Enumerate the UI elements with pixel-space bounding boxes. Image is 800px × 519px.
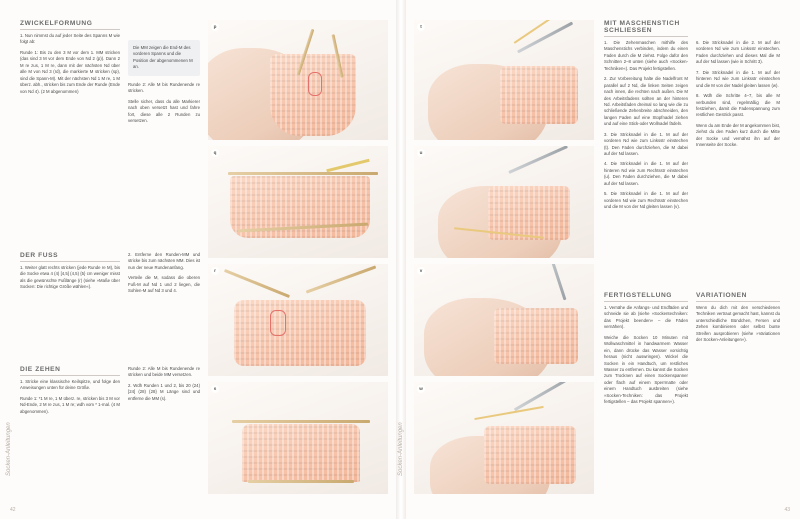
paragraph: 3. Die Stricknadel in die 1. M auf der vorderen Nd wie zum Linksstr einstechen (t). Den Faden durchziehen, die M dabei auf der Nd lassen. [604,131,688,156]
paragraph: Wenn du dich mit den verschiedenen Techniken vertraut gemacht hast, kannst du unterschiedliche Bündchen, Fersen und Zehen kombinieren oder selbst bunte Streifen ausprobieren (siehe »Variationen der Socken-Anleitungen«). [696,305,780,343]
paragraph: Runde 2: Alle M bis Rundenende re stricken und beide MM versetzen. [128,366,200,378]
paragraph: 8. Wdh die Schritte 4–7, bis alle M verbunden sind, regelmäßig die M festziehen, damit die Fadenspannung zum restlichen Gestrick passt. [696,93,780,118]
figure-r [208,264,388,376]
knitting-fabric [494,308,578,364]
signature-right: Socken-Anleitungen [398,422,404,476]
figure-label: r [211,267,219,275]
stitch-marker [270,310,286,336]
figure-u [414,146,594,258]
note-text: Die MM zeigen die End-M des vorderen Spanns und die Position der abgenommenen M an. [133,45,193,70]
figure-w [414,382,594,494]
paragraph: 1. Vernähe die Anfangs- und Endfäden und schneide sie ab (siehe »Sockentechniken: das Projekt beenden« – die Fäden vernähen). [604,305,688,330]
die-zehen-continued [128,366,200,406]
figure-s [208,382,388,494]
folio-left: 42 [10,507,16,513]
section-title-die-zehen: DIE ZEHEN [20,366,120,376]
knitting-fabric [484,426,576,484]
paragraph: Verteile die M, sodass die oberen Fuß-M auf Nd 1 und 2 liegen, die Sohlen-M auf Nd 3 und 4. [128,275,200,294]
signature-left: Socken-Anleitungen [6,422,12,476]
paragraph: Wenn du am Ende der M angekommen bist, ziehst du den Faden kurz durch die Mitte der Socke und vernähst ihn auf der Innenseite der Socke. [696,122,780,148]
section-fertigstellung [604,292,688,410]
section-title-fertigstellung: FERTIGSTELLUNG [604,292,688,302]
figure-label: q [211,149,219,157]
figure-v [414,264,594,376]
paragraph: 5. Die Stricknadel in die 1. M auf der vorderen Nd wie zum Rechtsstr einstechen und die M von der Nd gleiten lassen (v). [604,191,688,210]
stitch-marker [308,72,322,96]
section-title-der-fuss: DER FUSS [20,252,120,262]
section-variationen [696,292,780,348]
section-zwickelformung [20,20,120,99]
section-title-zwickelformung: ZWICKELFORMUNG [20,20,120,30]
section-title-mit-maschenstich: MIT MASCHENSTICH SCHLIESSEN [604,20,688,37]
section-mit-maschenstich [604,20,688,215]
paragraph: Weiche die Socken 10 Minuten mit Wollwaschmittel in handwarmem Wasser ein, dann drücke das Wasser vorsichtig heraus (nicht auswringen). Wickel die Socken in ein Handtuch, um restliches Wasser zu entfernen. Du kannst die Socken zum Trocknen auf einen Sockenspanner oder flach auf einem Sperrmatte oder einem Handtuch ausbreiten (siehe »Socken-Techniken: das Projekt fertigstellen – das Projekt spannen«). [604,334,688,405]
section-title-variationen: VARIATIONEN [696,292,780,302]
figure-q [208,146,388,258]
paragraph: 2. Entferne den Runden-MM und stricke bis zum nächsten MM. Dies ist nun der neue Rundenanfang. [128,252,200,270]
knitting-needle [228,172,378,175]
mit-maschenstich-continued [696,20,780,153]
paragraph: 1. Stricke eine klassische Keilspitze, und folge den Anweisungen unten für deine Größe. [20,379,120,391]
figure-label: u [417,149,425,157]
paragraph: Runde 1: Bis zu den 3 M vor dem 1. MM stricken (das sind 3 M vor dem Ende von Nd 2 (p)). Dann 2 M re zus, 1 M re, dann mit der nächsten Nd über alle M von Nd 3 (rd), die markierte M stricken (sp), sind die Spann-M). Mit der nächsten Nd 1 M re, 1 M überz. abh., stricken bis zum Ende der Runde (Ende von Nd 4). (2 M abgenommen) [20,49,120,94]
paragraph: 1. Weiter glatt rechts stricken (jede Runde re M), bis die Socke etwa 4 (4) [4,5] (4,5) {5} cm weniger misst als die gewünschte Fußlänge (r) (siehe »Maße über Socken: Die richtige Größe wählen«). [20,265,120,290]
figure-p [208,20,388,140]
paragraph: 1. Die Zehenmaschen mithilfe des Maschenstichs verbinden, indem du einen Faden durch die M ziehst. Folge dafür den Schnitten 2–8 unten (siehe auch »Socken-Techniken«). Das Projekt fertigstellen. [604,40,688,71]
knitting-fabric [500,66,578,124]
figure-label: w [417,385,425,393]
callout-note [128,40,200,128]
knitting-fabric [242,424,360,482]
section-die-zehen [20,366,120,419]
paragraph: 4. Die Stricknadel in die 1. M auf der hinteren Nd wie zum Rechtsstr einstechen (u). Den Faden durchziehen, die M dabei auf der Nd lassen. [604,161,688,186]
paragraph: 2. Zur Vorbereitung halte die Nadelfront M parallel auf 2 Nd, die linken Seiten zeigen nach innen, die rechten nach außen. Die M des Arbeitsfadens sollten an der hinteren Nd. Arbeitsfaden dreimal so lang wie die zu schließende Zehenbreite abschneiden, den langen Faden auf eine Stopfnadel ziehen und auf eine Stick-oder Wollnadel fädeln. [604,76,688,127]
der-fuss-continued [128,252,200,299]
figure-label: s [211,385,219,393]
paragraph: 2. Wdh Runden 1 und 2, bis 20 (24) [24] (28) {28} M Länge sind und entferne die MM (s). [128,382,200,401]
knitting-needle [232,420,370,423]
section-der-fuss [20,252,120,295]
paragraph: 6. Die Stricknadel in die 2. M auf der vorderen Nd wie zum Linksstr einstechen. Faden durchziehen und dieses Mal die M auf der Nd lassen (wie in Schritt 3). [696,40,780,65]
figure-t [414,20,594,140]
knitting-needle [248,480,354,483]
figure-label: t [417,23,425,31]
paragraph: Runde 1: *1 M re, 1 M überz. re, stricken bis 3 M vor Nd-Ende, 2 M re zus, 1 M re; wdh vom * 1-mal. (4 M abgenommen). [20,395,120,414]
paragraph: Runde 2: Alle M bis Rundenende re stricken. [128,81,200,94]
paragraph: Stelle sicher, dass du alle Markierer nach oben versetzt hast und fahre fort, diese alle 2 Runden zu versetzen. [128,98,200,123]
knitting-fabric [234,300,366,366]
paragraph: 7. Die Stricknadel in die 1. M auf der hinteren Nd wie zum Linksstr einstechen und die M von der Nadel gleiten lassen (w). [696,69,780,88]
folio-right: 43 [784,507,790,513]
paragraph: 1. Nun nimmst du auf jeder Seite des Spanns M wie folgt ab: [20,33,120,45]
figure-label: v [417,267,425,275]
figure-label: p [211,23,219,31]
